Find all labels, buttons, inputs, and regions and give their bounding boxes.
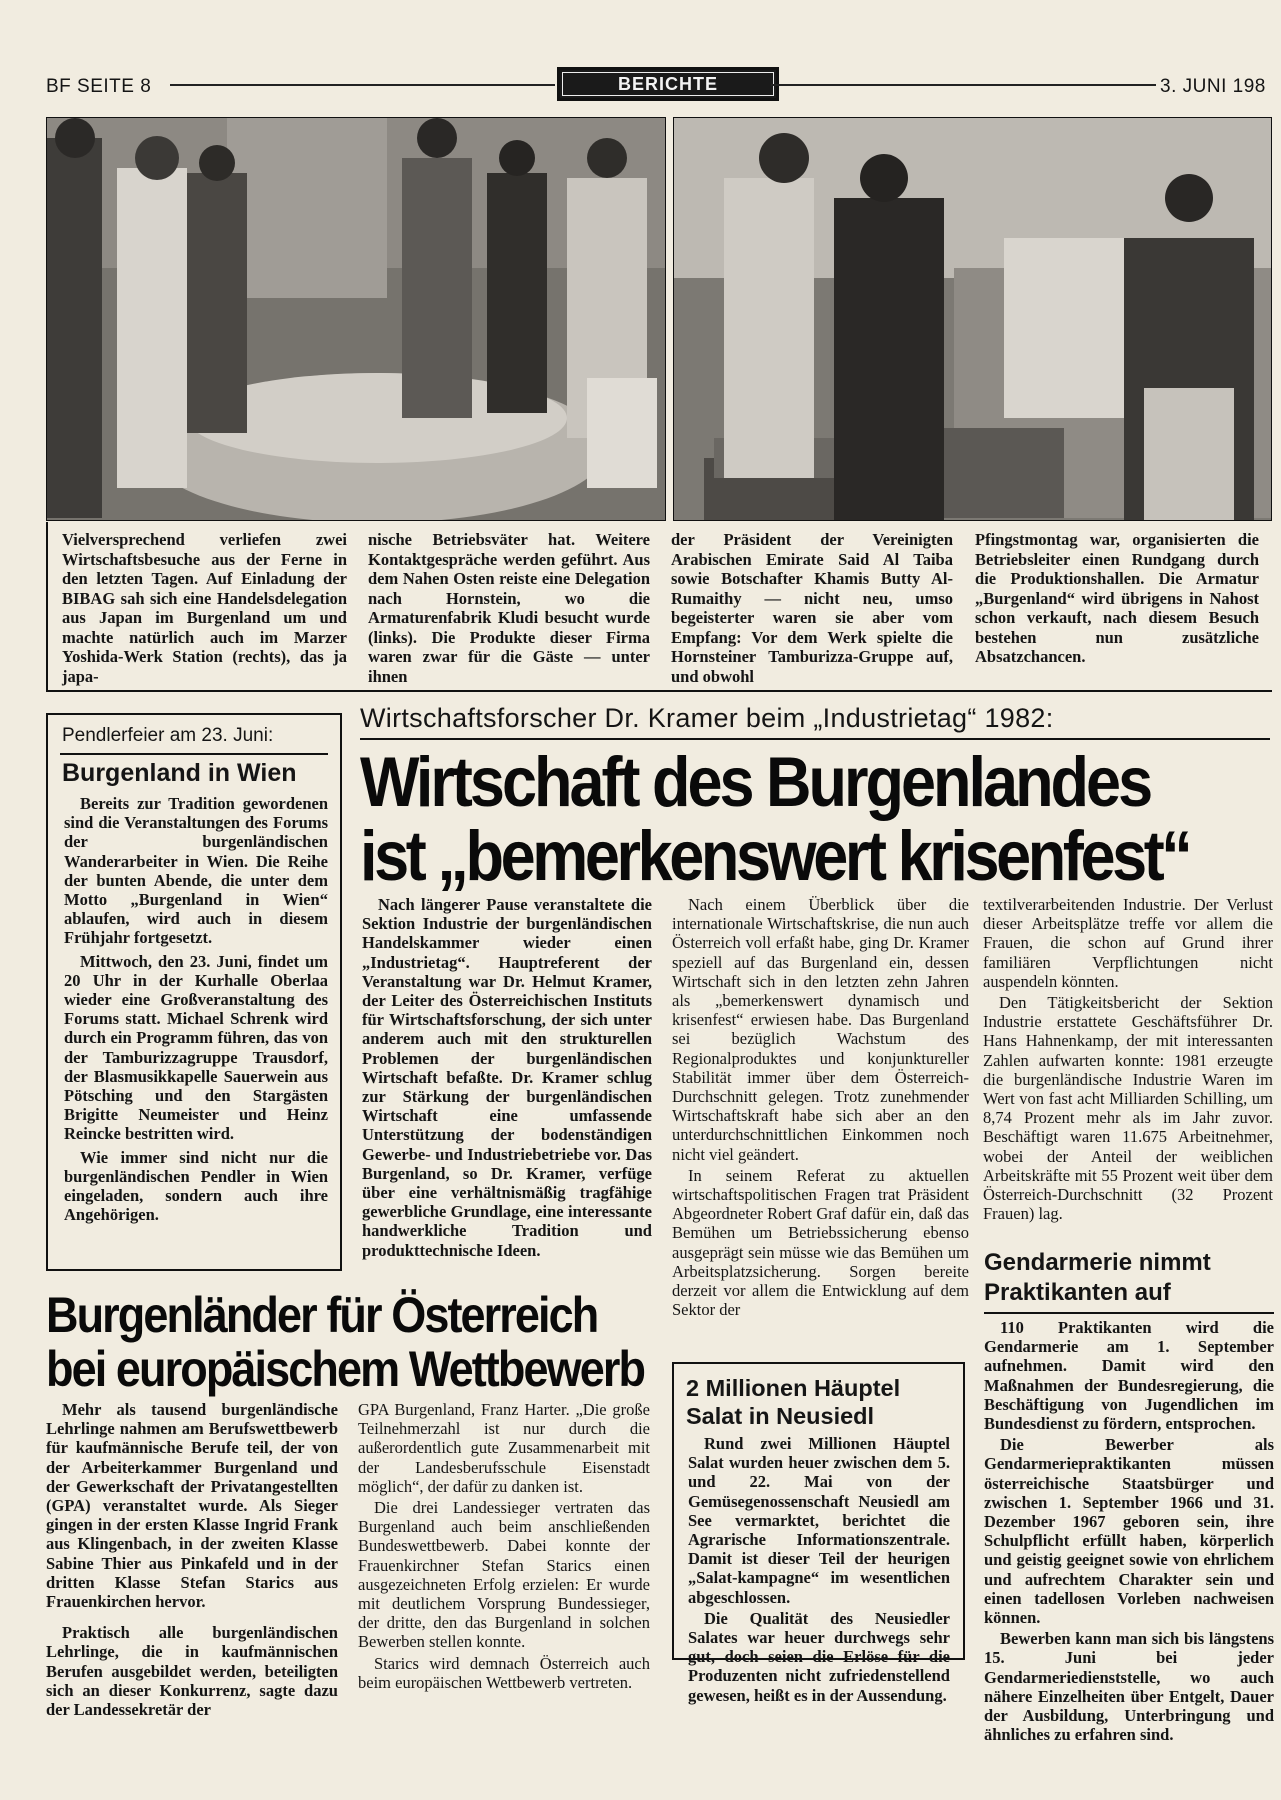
page-number: BF SEITE 8 [46,76,152,97]
gendarmerie-text [984,1318,1274,1746]
pendler-rule [60,753,328,755]
main-article-column-3 [983,895,1273,1225]
photo-delegation-visit [673,117,1272,521]
main-article-column-1 [362,895,652,1262]
issue-date: 3. JUNI 198 [1160,76,1266,97]
header-rule-left [170,84,555,86]
main-col2-paragraph-1: Nach einem Überblick über die internationale Wirtschaftskrise, die nun auch Österreich voll erfaßt habe, ging Dr. Kramer speziell auf das Burgenland ein, dessen Wirtschaft sich in den letzten zehn Jahren als „bemerkenswert dynamisch und krisenfest“ erwiesen habe. Das Burgenland sei bezüglich Wachstum des Regionalproduktes und konjunktureller Stabilität immer über dem Österreich-Durchschnitt gelegen. Trotz zunehmender Wirtschaftskraft habe sich aber an den unterdurchschnittlichen Einkommen noch nicht viel geändert. [672,895,969,1164]
caption-column-3: der Präsident der Vereinigten Arabischen Emirate Said Al Taiba sowie Botschafter Khamis Butty Al-Rumaithy — nicht neu, umso begeisterter waren sie aber vom Empfang: Vor dem Werk spielte die Hornsteiner Tamburizza-Gruppe auf, und obwohl [671,530,953,686]
wettbewerb-col1-paragraph-1: Mehr als tausend burgenländische Lehrlinge nahmen am Berufswettbewerb für kaufmännische Berufe teil, der von der Arbeiterkammer Burgenland und der Gewerkschaft der Privatangestellten (GPA) veranstaltet wurde. Als Sieger gingen in der ersten Klasse Ingrid Frank aus Klingenbach, in der zweiten Klasse Sabine Thier aus Pinkafeld und in der dritten Klasse Stefan Starics aus Frauenkirchen hervor. [46,1400,338,1612]
main-article-column-2 [672,895,969,1321]
main-col2-paragraph-2: In seinem Referat zu aktuellen wirtschaftspolitischen Fragen trat Präsident Abgeordneter Robert Graf dafür ein, daß das Bemühen um Betriebssicherung ebenso ausgeprägt sein müsse wie das Bemühen um Arbeitsplatzsicherung. Sorgen bereite derzeit vor allem die Entwicklung auf dem Sektor der [672,1165,969,1320]
section-label: BERICHTE [557,67,779,101]
pendler-paragraph-1: Bereits zur Tradition gewordenen sind die Veranstaltungen des Forums der burgenländischen Wanderarbeiter in Wien. Die Reihe der bunten Abende, die unter dem Motto „Burgenland in Wien“ ablaufen, wird auch in diesem Frühjahr fortgesetzt. [64,794,328,948]
photo-factory-visit [46,117,666,521]
pendler-paragraph-2: Mittwoch, den 23. Juni, findet um 20 Uhr in der Kurhalle Oberlaa wieder eine Großveranstaltung des Forums statt. Michael Schrenk wird durch ein Programm führen, das von der Tamburizzagruppe Trausdorf, der Blasmusikkapelle Sauerwein aus Pötsching und den Stargästen Brigitte Neumeister und Heinz Reincke bestritten wird. [64,951,328,1144]
header-rule-right [771,84,1156,86]
wettbewerb-column-1 [46,1400,338,1721]
salat-title [686,1374,900,1430]
wettbewerb-column-2 [358,1400,650,1694]
gendarmerie-paragraph-2: Die Bewerber als Gendarmeriepraktikanten müssen österreichische Staatsbürger und zwischen 1. September 1966 und 31. Dezember 1967 geboren sein, ihre Schulpflicht erfüllt haben, körperlich und geistig geeignet sowie von ehrlichem und aufrechtem Charakter sein und einen tadellosen Vorleben nachweisen können. [984,1435,1274,1628]
gendarmerie-title [984,1248,1211,1308]
wettbewerb-col2-paragraph-2: Die drei Landessieger vertraten das Burgenland auch beim anschließenden Bundeswettbewerb. Dabei konnte der Frauenkirchner Stefan Starics einen ausgezeichneten Erfolg erzielen: Er wurde mit deutlichem Vorsprung Bundessieger, der dritte, den das Burgenland in solchen Bewerben stellen konnte. [358,1498,650,1652]
gendarmerie-title-line-1: Gendarmerie nimmt [984,1249,1211,1276]
caption-column-4: Pfingstmontag war, organisierten die Betriebsleiter einen Rundgang durch die Produktionshallen. Die Armatur „Burgenland“ wird übrigens in Nahost schon verkauft, nach diesem Besuch bestehen nun zusätzliche Absatzchancen. [975,530,1259,666]
salat-title-line-2: Salat in Neusiedl [686,1403,875,1429]
pendler-text [64,794,328,1226]
wettbewerb-col1-paragraph-2: Praktisch alle burgenländischen Lehrlinge, die in kaufmännischen Berufen ausgebildet werden, beteiligten sich an dieser Konkurrenz, sagte dazu der Landessekretär der [46,1623,338,1720]
gendarmerie-paragraph-3: Bewerben kann man sich bis längstens 15. Juni bei jeder Gendarmeriedienststelle, wo auch nähere Einzelheiten über Entgelt, Dauer der Ausbildung, Unterbringung und ähnliches zu erfahren sind. [984,1629,1274,1745]
main-col1-paragraph: Nach längerer Pause veranstaltete die Sektion Industrie der burgenländischen Handelskammer wieder einen „Industrietag“. Hauptreferent der Veranstaltung war Dr. Helmut Kramer, der Leiter des Österreichischen Instituts für Wirtschaftsforschung, der sich unter anderem auch mit den strukturellen Problemen der burgenländischen Wirtschaft befaßte. Dr. Kramer schlug zur Stärkung der burgenländischen Wirtschaft eine umfassende Unterstützung der bodenständigen Gewerbe- und Industriebetriebe vor. Das Burgenland, so Dr. Kramer, verfüge über eine verhältnismäßig tragfähige gewerbliche Grundlage, eine interessante handwerkliche Tradition und produkttechnische Ideen. [362,895,652,1260]
main-headline-line-1: Wirtschaft des Burgenlandes [360,743,1151,822]
wettbewerb-headline-line-1: Burgenländer für Österreich [46,1286,598,1344]
photo-factory-visitors-left [47,118,665,520]
pendler-title: Burgenland in Wien [62,759,297,787]
pendler-kicker: Pendlerfeier am 23. Juni: [62,725,274,746]
salat-box [672,1362,965,1705]
wettbewerb-headline-line-2: bei europäischem Wettbewerb [46,1340,645,1398]
pendler-box [46,713,342,1271]
main-headline-line-2: ist „bemerkenswert krisenfest“ [360,817,1190,896]
caption-column-2: nische Betriebsväter hat. Weitere Kontaktgespräche werden geführt. Aus dem Nahen Osten reiste eine Delegation nach Hornstein, wo die Armaturenfabrik Kludi besucht wurde (links). Die Produkte dieser Firma waren zwar für die Gäste — unter ihnen [368,530,650,686]
pendler-paragraph-3: Wie immer sind nicht nur die burgenländischen Pendler in Wien eingeladen, sondern auch ihre Angehörigen. [64,1147,328,1225]
salat-title-line-1: 2 Millionen Häuptel [686,1375,901,1401]
caption-column-1: Vielversprechend verliefen zwei Wirtschaftsbesuche aus der Ferne in den letzten Tagen. Auf Einladung der BIBAG sah sich eine Handelsdelegation aus Japan im Burgenland um und machte natürlich auch im Marzer Yoshida-Werk Station (rechts), das ja japa- [62,530,347,686]
main-col3-paragraph-1: textilverarbeitenden Industrie. Der Verlust dieser Arbeitsplätze treffe vor allem die Frauen, die schon auf Grund ihrer familiären Verpflichtungen nicht auspendeln könnten. [983,895,1273,991]
gendarmerie-paragraph-1: 110 Praktikanten wird die Gendarmerie am 1. September aufnehmen. Damit wird den Maßnahmen der Bundesregierung, die Beschäftigung von Jugendlichen im Bundesdienst zu fördern, entsprochen. [984,1318,1274,1434]
photo-delegation-right [674,118,1271,520]
gendarmerie-rule [984,1312,1274,1314]
wettbewerb-col2-paragraph-1: GPA Burgenland, Franz Harter. „Die große Teilnehmerzahl ist nur durch die außerordentlich gute Zusammenarbeit mit der Landesberufsschule Eisenstadt möglich“, der dafür zu danken ist. [358,1400,650,1496]
main-article-kicker: Wirtschaftsforscher Dr. Kramer beim „Industrietag“ 1982: [360,703,1054,733]
salat-text [688,1434,950,1707]
gendarmerie-title-line-2: Praktikanten auf [984,1279,1171,1306]
main-kicker-rule [360,738,1270,740]
main-col3-paragraph-2: Den Tätigkeitsbericht der Sektion Industrie erstattete Geschäftsführer Dr. Hans Hahnenkamp, der mit interessanten Zahlen aufwarten konnte: 1981 erzeugte die burgenländische Industrie Waren im Wert von fast acht Milliarden Schilling, um 8,74 Prozent mehr als im Jahr zuvor. Beschäftigt waren 11.675 Arbeitnehmer, wobei der Anteil der weiblichen Arbeitskräfte mit 55 Prozent weit über dem Österreich-Durchschnitt (32 Prozent Frauen) lag. [983,993,1273,1224]
salat-paragraph-1: Rund zwei Millionen Häuptel Salat wurden heuer zwischen dem 5. und 22. Mai von der Gemüsegenossenschaft Neusiedl am See vermarktet, berichtet die Agrarische Informationszentrale. Damit ist dieser Teil der heurigen „Salat-kampagne“ im wesentlichen abgeschlossen. [688,1434,950,1607]
salat-paragraph-2: Die Qualität des Neusiedler Salates war heuer durchwegs sehr gut, doch seien die Erlöse für die Produzenten nicht zufriedenstellend gewesen, heißt es in der Aussendung. [688,1608,950,1705]
wettbewerb-col2-paragraph-3: Starics wird demnach Österreich auch beim europäischen Wettbewerb vertreten. [358,1653,650,1692]
